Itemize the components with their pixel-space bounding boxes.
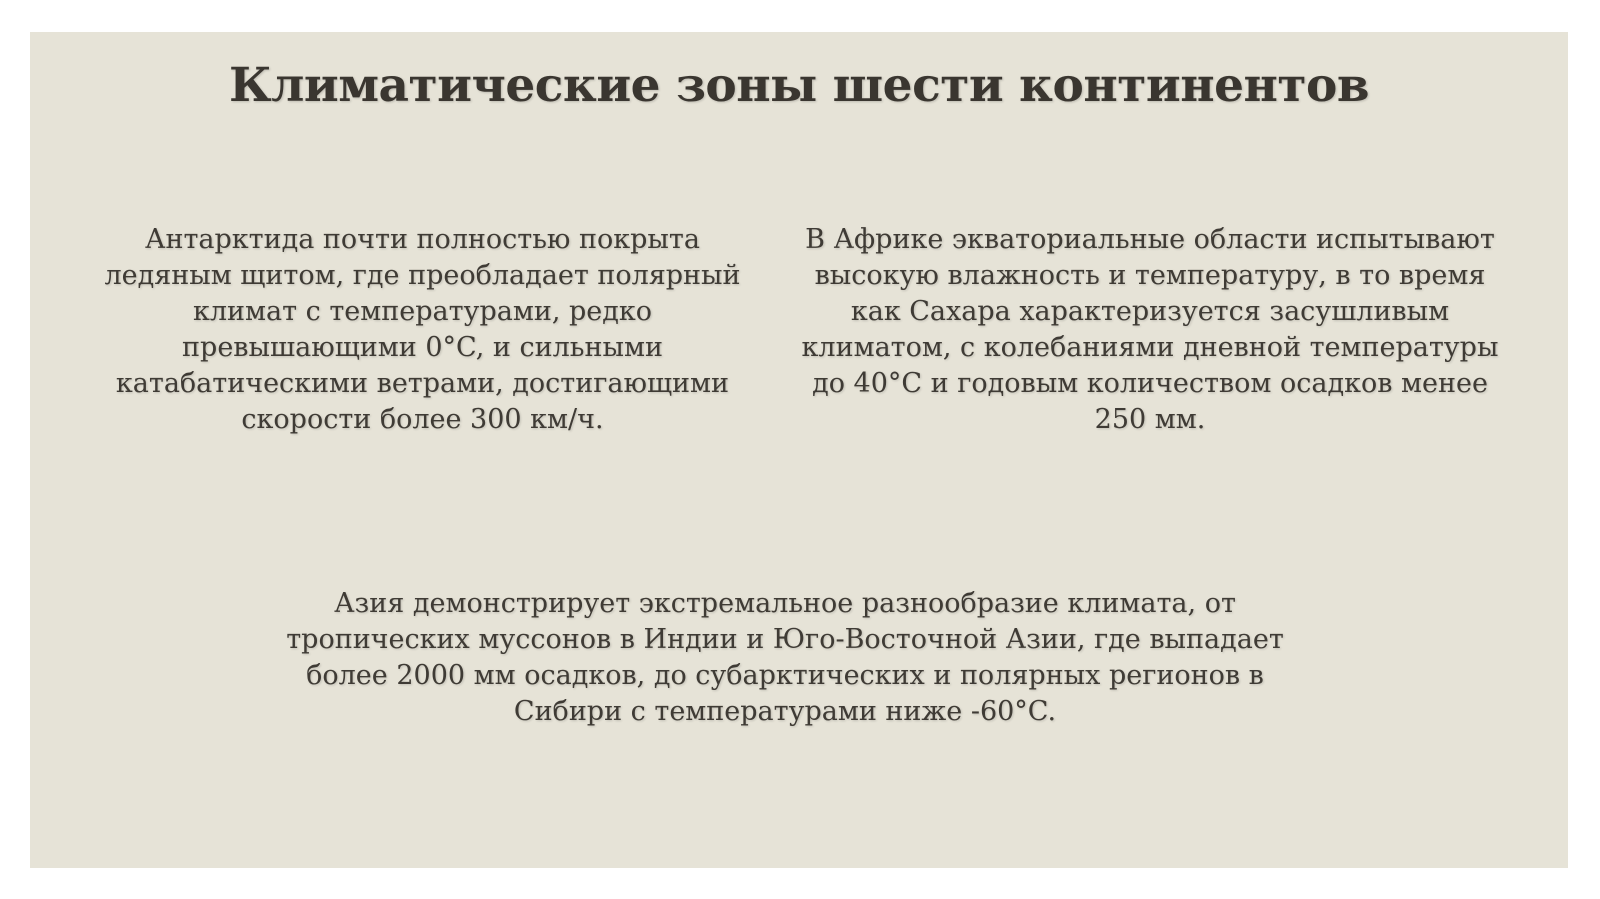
paragraph-africa: В Африке экваториальные области испытывают высокую влажность и температуру, в то время как Сахара характеризуется засушливым климатом, с колебаниями дневной температуры до 40°C и годовым количеством осадков менее 250 мм. — [801, 224, 1499, 435]
slide — [30, 32, 1568, 868]
slide-title: Климатические зоны шести континентов — [228, 58, 1370, 113]
paragraph-antarctica: Антарктида почти полностью покрыта ледяным щитом, где преобладает полярный климат с температурами, редко превышающими 0°C, и сильными катабатическими ветрами, достигающими скорости более 300 км/ч. — [104, 224, 741, 435]
paragraph-asia: Азия демонстрирует экстремальное разнообразие климата, от тропических муссонов в Индии и Юго-Восточной Азии, где выпадает более 2000 мм осадков, до субарктических и полярных регионов в Сибири с температурами ниже -60°C. — [286, 588, 1284, 727]
